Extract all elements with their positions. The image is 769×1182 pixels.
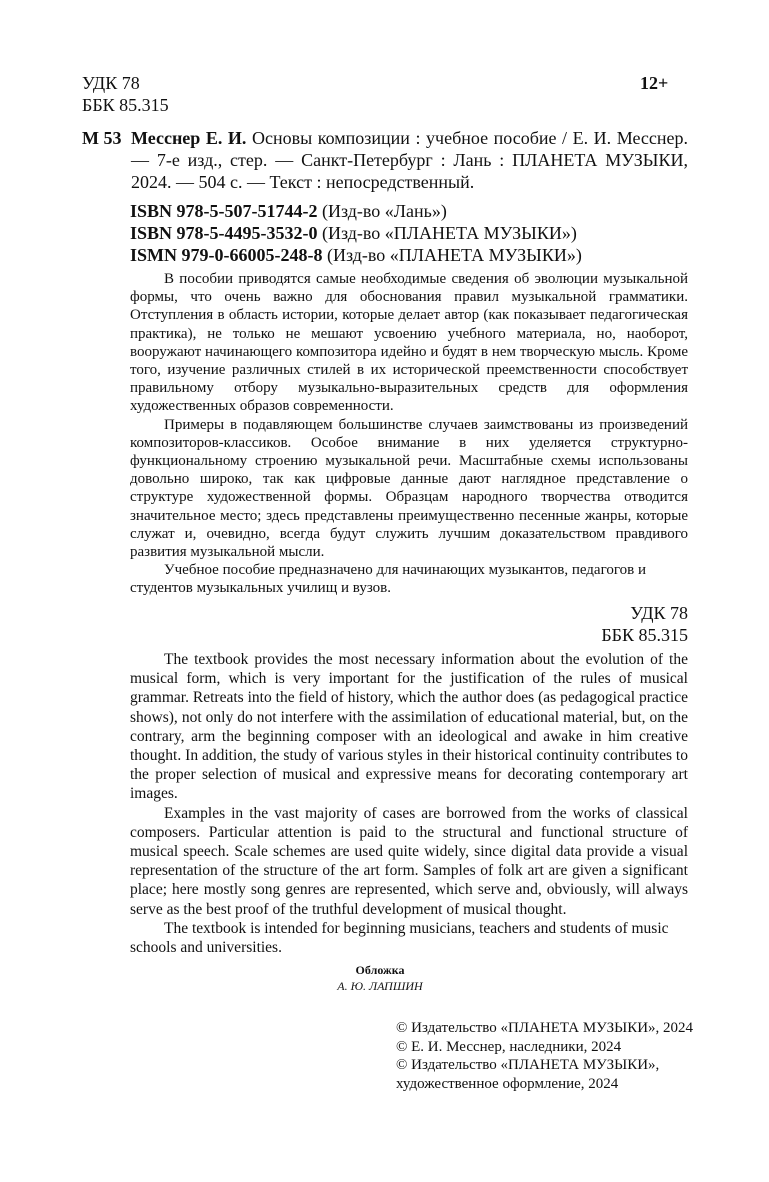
age-rating: 12+ bbox=[640, 73, 669, 93]
identifier-note: (Изд-во «ПЛАНЕТА МУЗЫКИ») bbox=[326, 245, 582, 265]
identifier-code: ISMN 979-0-66005-248-8 bbox=[130, 245, 323, 265]
annotation-paragraph: Examples in the vast majority of cases are borrowed from the works of classical composers. Particular attention is paid to the structural and functional structure of musical speech. Scale schemes are used quite widely, since digital data provide a visual representation of the structure of the art form. Samples of folk art are given a significant place; here mostly song genres are represented, which serve and, obviously, will always serve as the best proof of the truthful development of musical thought. bbox=[130, 804, 688, 918]
classification-block-right bbox=[560, 602, 688, 646]
annotation-paragraph: В пособии приводятся самые необходимые сведения об эволюции музыкальной формы, что очень важно для обоснования правил музыкальной грамматики. Отступления в область истории, которые делает автор (как показывает педагогическая практика), не только не мешают усвоению учебного материала, но, наоборот, вооружают начинающего композитора идейно и будят в нем творческую мысль. Кроме того, изучение различных стилей в их исторической преемственности способствует правильному отбору музыкально-выразительных средств для оформления художественных образов современности. bbox=[130, 271, 688, 415]
identifier-note: (Изд-во «ПЛАНЕТА МУЗЫКИ») bbox=[322, 223, 577, 243]
udk-code: УДК 78 bbox=[82, 73, 140, 93]
classification-block bbox=[82, 72, 169, 116]
identifier-line bbox=[130, 222, 582, 244]
identifier-line bbox=[130, 244, 582, 266]
annotation-russian bbox=[130, 270, 688, 598]
annotation-paragraph: Учебное пособие предназначено для начинающих музыкантов, педагогов и студентов музыкальных училищ и вузов. bbox=[130, 562, 647, 597]
annotation-paragraph: Примеры в подавляющем большинстве случаев заимствованы из произведений композиторов-классиков. Особое внимание в них уделяется структурно-функциональному строению музыкальной речи. Масштабные схемы использованы довольно широко, так как цифровые данные дают наглядное представление о структуре художественной формы. Образцам народного творчества отводится значительное место; здесь представлены преимущественно песенные жанры, которые служат и, очевидно, всегда будут служить лучшим доказательством правдивого развития музыкальной мысли. bbox=[130, 416, 688, 561]
copyright-line: © Е. И. Месснер, наследники, 2024 bbox=[396, 1038, 622, 1055]
identifier-code: ISBN 978-5-4495-3532-0 bbox=[130, 223, 318, 243]
identifier-line bbox=[130, 200, 582, 222]
udk-code: УДК 78 bbox=[630, 603, 688, 623]
bibliographic-record bbox=[82, 127, 688, 193]
copyright-block bbox=[396, 1019, 693, 1093]
identifier-note: (Изд-во «Лань») bbox=[322, 201, 447, 221]
author-code: М 53 bbox=[82, 128, 122, 148]
copyright-line: художественное оформление, 2024 bbox=[396, 1075, 619, 1092]
identifier-code: ISBN 978-5-507-51744-2 bbox=[130, 201, 318, 221]
annotation-paragraph: The textbook is intended for beginning musicians, teachers and students of music schools and universities. bbox=[130, 919, 669, 957]
copyright-line: © Издательство «ПЛАНЕТА МУЗЫКИ», 2024 bbox=[396, 1020, 694, 1036]
cover-credit bbox=[280, 962, 480, 994]
bibliographic-description bbox=[131, 127, 688, 193]
bibliographic-text: Основы композиции : учебное пособие / Е. И. Месснер. — 7-е изд., стер. — Санкт-Петербург : Лань : ПЛАНЕТА МУЗЫКИ, 2024. — 504 с. — Текст : непосредственный. bbox=[131, 128, 689, 192]
identifier-list bbox=[130, 200, 582, 266]
annotation-paragraph: The textbook provides the most necessary information about the evolution of the musical form, which is very important for the justification of the rules of musical grammar. Retreats into the field of history, which the author does (as pedagogical practice shows), not only do not interfere with the assimilation of educational material, but, on the contrary, arm the beginning composer with an ideological and awake in him creative thought. In addition, the study of various styles in their historical continuity contributes to the proper selection of musical and expressive means for decorating contemporary art images. bbox=[130, 651, 688, 803]
bbk-code: ББК 85.315 bbox=[601, 625, 688, 645]
copyright-line: © Издательство «ПЛАНЕТА МУЗЫКИ», bbox=[396, 1057, 660, 1073]
cover-artist: А. Ю. ЛАПШИН bbox=[337, 979, 423, 993]
author-name: Месснер Е. И. bbox=[131, 128, 247, 148]
annotation-english bbox=[130, 650, 688, 957]
bbk-code: ББК 85.315 bbox=[82, 95, 169, 115]
cover-heading: Обложка bbox=[355, 963, 405, 977]
